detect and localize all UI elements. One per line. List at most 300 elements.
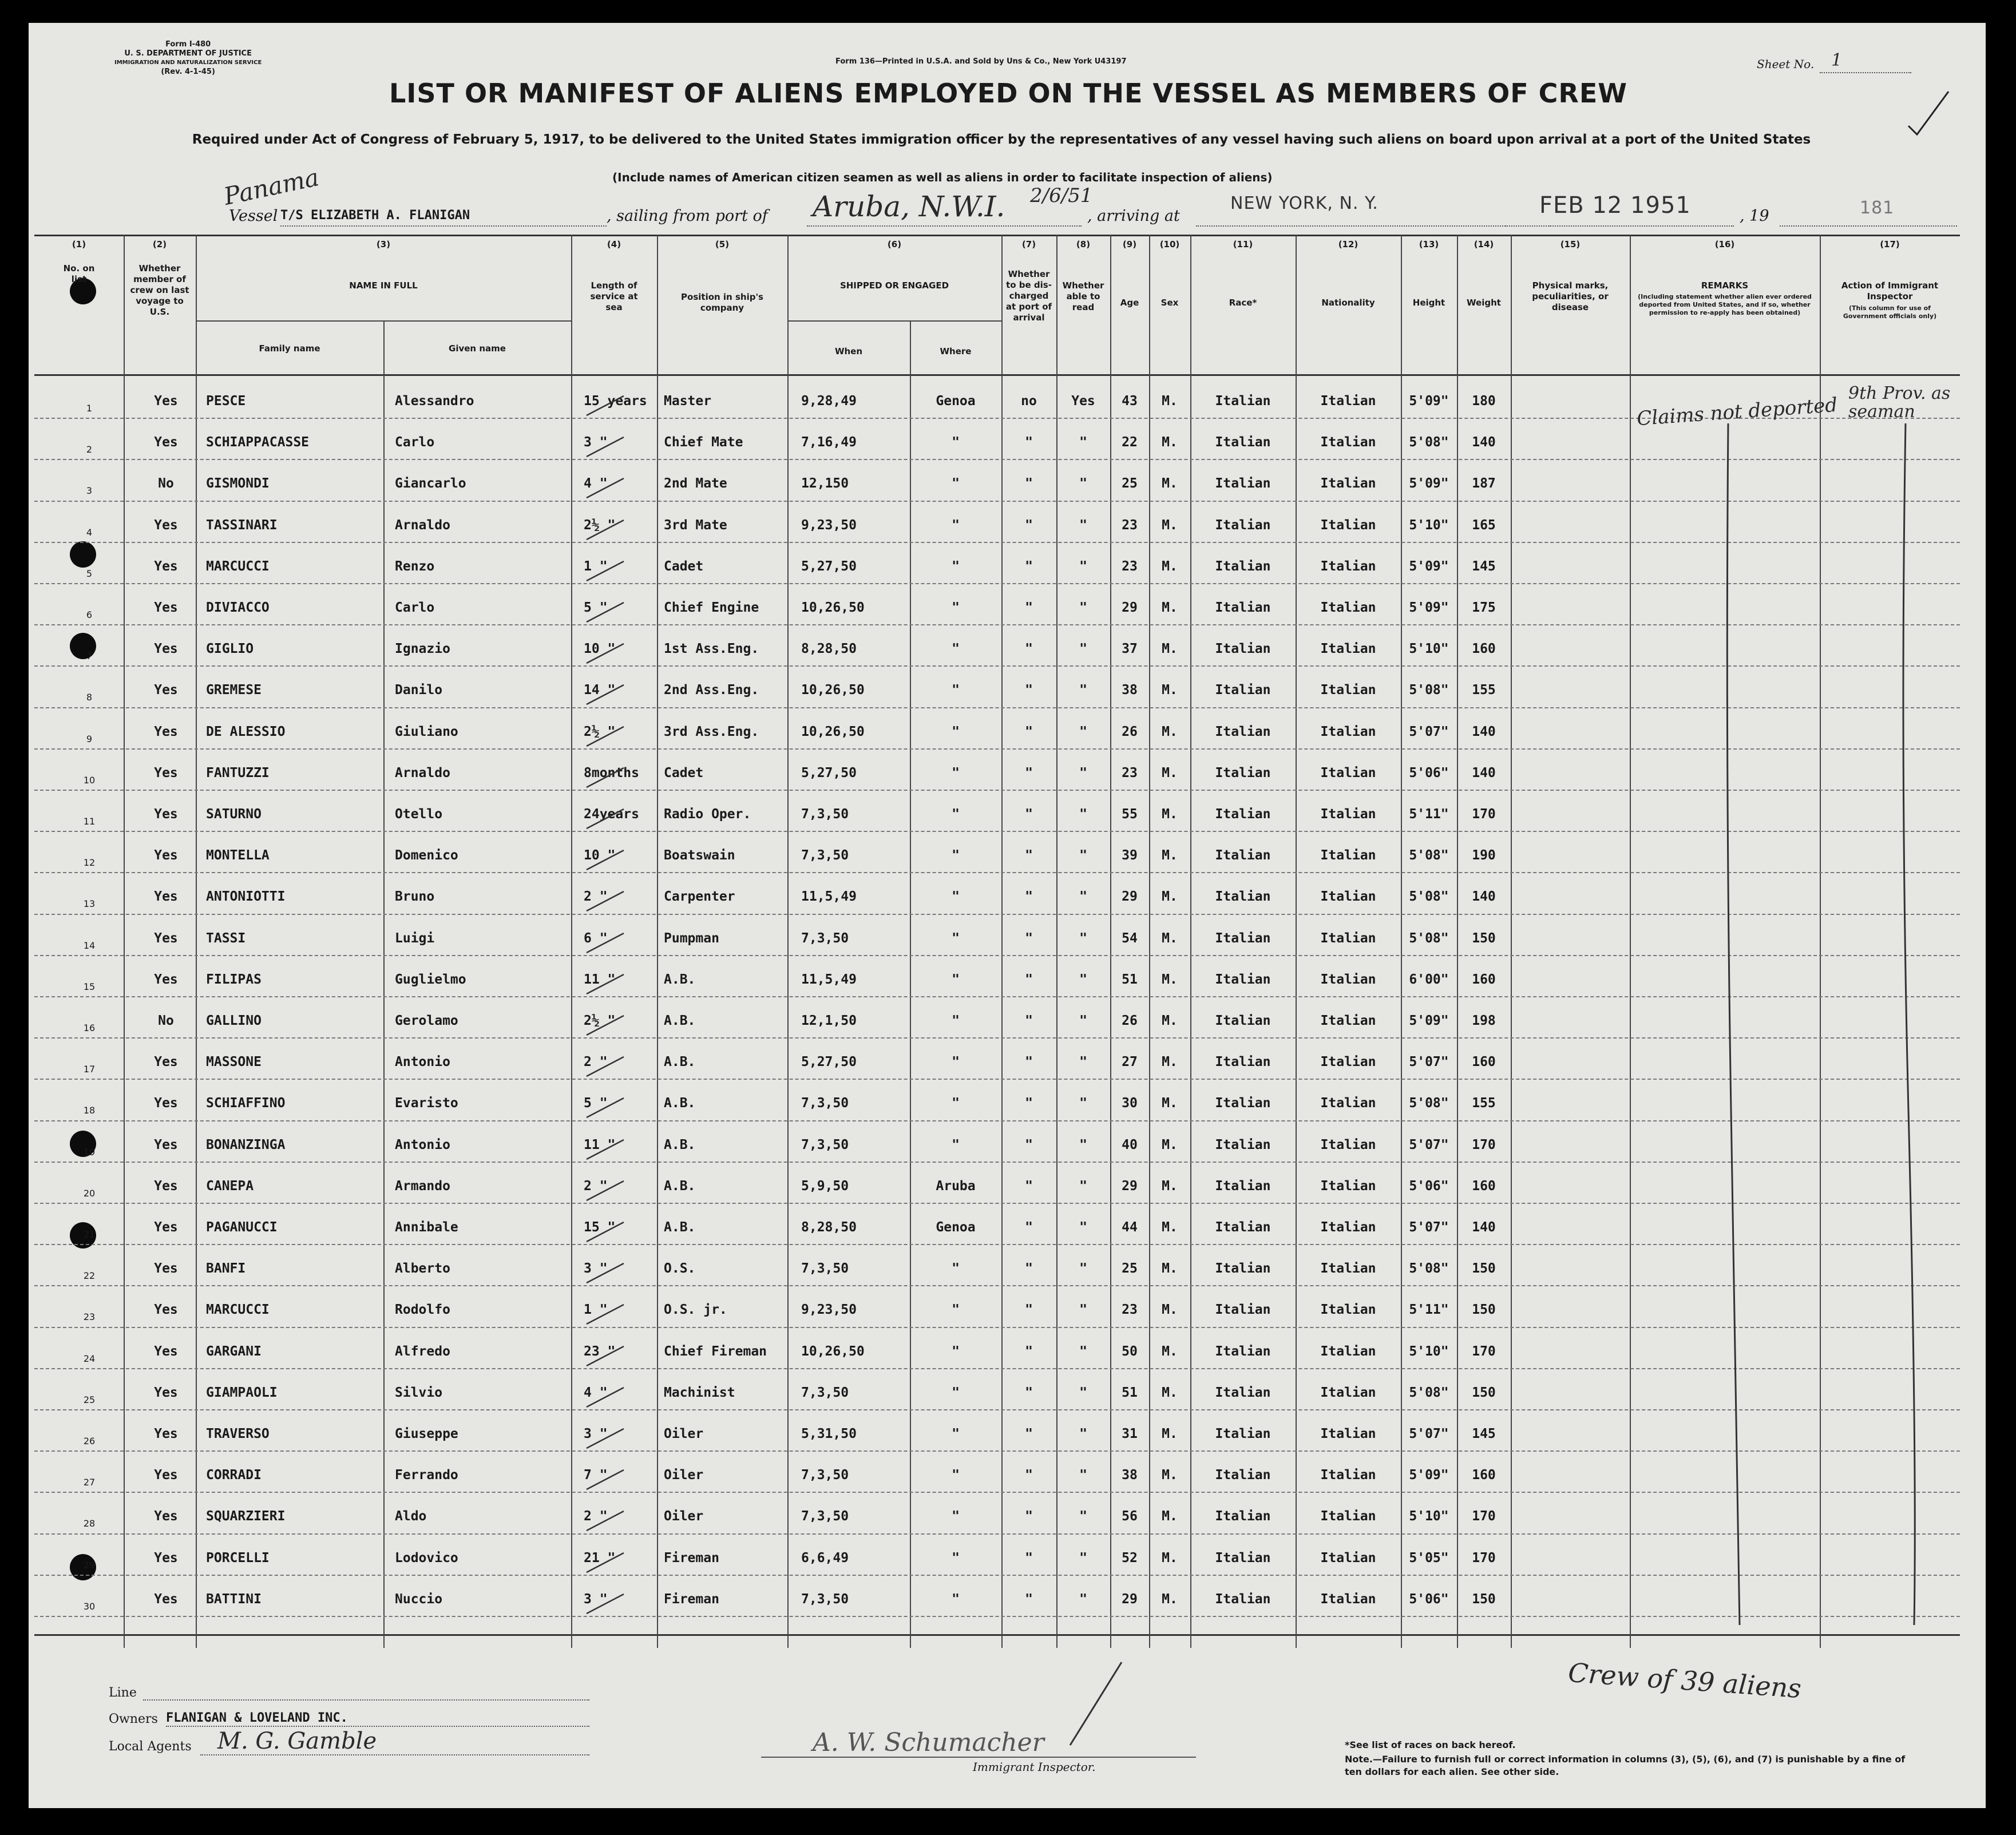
cell-position: Oiler — [664, 1426, 704, 1441]
cell-shipped-where: Genoa — [936, 1220, 976, 1235]
col-header-11: Race* — [1229, 298, 1257, 308]
tick-mark-icon — [584, 510, 647, 544]
cell-weight: 155 — [1472, 1096, 1496, 1111]
cell-shipped-when: 10,26,50 — [801, 600, 865, 615]
cell-position: 2nd Ass.Eng. — [664, 683, 759, 698]
cell-shipped-where: " — [952, 1385, 960, 1400]
cell-row-number: 20 — [83, 1187, 96, 1199]
cell-given-name: Carlo — [395, 600, 435, 615]
cell-sex: M. — [1162, 1509, 1178, 1524]
cell-sex: M. — [1162, 1426, 1178, 1441]
cell-nationality: Italian — [1320, 1302, 1376, 1318]
cell-service: 10 " — [584, 641, 616, 657]
cell-discharged: " — [1025, 1178, 1033, 1194]
cell-nationality: Italian — [1320, 1509, 1376, 1524]
cell-given-name: Bruno — [395, 889, 435, 905]
cell-race: Italian — [1215, 1426, 1271, 1441]
cell-shipped-when: 5,9,50 — [801, 1178, 849, 1194]
col-header-3: NAME IN FULL — [349, 280, 418, 291]
cell-shipped-when: 5,31,50 — [801, 1426, 857, 1441]
cell-position: Radio Oper. — [664, 807, 751, 822]
cell-given-name: Renzo — [395, 558, 435, 574]
col-num-14: (14) — [1474, 239, 1494, 249]
cell-able-read: " — [1079, 1591, 1087, 1607]
cell-given-name: Arnaldo — [395, 765, 450, 780]
cell-nationality: Italian — [1320, 724, 1376, 739]
cell-shipped-where: " — [952, 435, 960, 450]
col-num-16: (16) — [1714, 239, 1735, 249]
cell-race: Italian — [1215, 476, 1271, 492]
cell-race: Italian — [1215, 1509, 1271, 1524]
cell-service: 2½ " — [584, 724, 616, 739]
cell-nationality: Italian — [1320, 476, 1376, 492]
cell-given-name: Giancarlo — [395, 476, 466, 492]
cell-family-name: GREMESE — [206, 683, 262, 698]
col-header-6: SHIPPED OR ENGAGED — [839, 280, 949, 291]
cell-race: Italian — [1215, 435, 1271, 450]
cell-shipped-where: " — [952, 1591, 960, 1607]
cell-prev-voyage: Yes — [154, 683, 178, 698]
table-row — [34, 502, 1960, 543]
cell-able-read: " — [1079, 1261, 1087, 1277]
cell-age: 29 — [1122, 600, 1138, 615]
cell-family-name: CORRADI — [206, 1468, 262, 1483]
cell-given-name: Carlo — [395, 435, 435, 450]
cell-age: 23 — [1122, 765, 1138, 780]
cell-family-name: SQUARZIERI — [206, 1509, 286, 1524]
sailing-label: , sailing from port of — [607, 207, 768, 225]
cell-given-name: Ferrando — [395, 1468, 458, 1483]
cell-service: 3 " — [584, 1426, 608, 1441]
cell-height: 5'10" — [1409, 641, 1449, 657]
cell-discharged: " — [1025, 476, 1033, 492]
cell-position: Machinist — [664, 1385, 735, 1400]
cell-position: 3rd Mate — [664, 517, 727, 533]
cell-height: 5'06" — [1409, 1591, 1449, 1607]
footer-agents-value: M. G. Gamble — [217, 1728, 377, 1754]
cell-position: Oiler — [664, 1468, 704, 1483]
cell-nationality: Italian — [1320, 1261, 1376, 1277]
tick-mark-icon — [584, 1129, 647, 1164]
inspector-signature: A. W. Schumacher — [813, 1728, 1044, 1757]
cell-family-name: FANTUZZI — [206, 765, 270, 780]
cell-shipped-when: 8,28,50 — [801, 641, 857, 657]
cell-able-read: " — [1079, 600, 1087, 615]
tick-mark-icon — [584, 1336, 647, 1370]
cell-age: 43 — [1122, 394, 1138, 409]
cell-row-number: 29 — [83, 1559, 96, 1571]
table-row — [34, 708, 1960, 750]
cell-discharged: " — [1025, 848, 1033, 863]
cell-position: A.B. — [664, 1096, 696, 1111]
tick-mark-icon — [584, 1460, 647, 1494]
cell-height: 5'07" — [1409, 1137, 1449, 1152]
cell-family-name: DE ALESSIO — [206, 724, 286, 739]
tick-mark-icon — [584, 468, 647, 502]
cell-discharged: " — [1025, 1468, 1033, 1483]
cell-discharged: " — [1025, 889, 1033, 905]
cell-discharged: " — [1025, 1220, 1033, 1235]
cell-row-number: 1 — [86, 403, 93, 414]
action-handwritten: 9th Prov. as seaman — [1848, 383, 1951, 422]
cell-race: Italian — [1215, 1055, 1271, 1070]
cell-sex: M. — [1162, 1385, 1178, 1400]
table-row — [34, 1163, 1960, 1204]
cell-discharged: " — [1025, 1013, 1033, 1028]
cell-row-number: 17 — [83, 1064, 96, 1075]
cell-family-name: TRAVERSO — [206, 1426, 270, 1441]
cell-able-read: " — [1079, 435, 1087, 450]
col-header-13: Height — [1412, 298, 1445, 308]
cell-family-name: BANFI — [206, 1261, 246, 1277]
cell-able-read: " — [1079, 1220, 1087, 1235]
cell-height: 5'08" — [1409, 889, 1449, 905]
table-row — [34, 1535, 1960, 1576]
cell-weight: 155 — [1472, 683, 1496, 698]
cell-sex: M. — [1162, 889, 1178, 905]
cell-service: 2 " — [584, 1509, 608, 1524]
col-header-14: Weight — [1467, 298, 1501, 308]
cell-able-read: " — [1079, 1509, 1087, 1524]
cell-age: 31 — [1122, 1426, 1138, 1441]
cell-sex: M. — [1162, 1550, 1178, 1566]
col-num-9: (9) — [1122, 239, 1137, 249]
cell-nationality: Italian — [1320, 1220, 1376, 1235]
cell-discharged: " — [1025, 1591, 1033, 1607]
cell-height: 5'11" — [1409, 1302, 1449, 1318]
arrival-port: NEW YORK, N. Y. — [1230, 193, 1379, 213]
cell-sex: M. — [1162, 517, 1178, 533]
cell-sex: M. — [1162, 394, 1178, 409]
cell-nationality: Italian — [1320, 1468, 1376, 1483]
cell-weight: 187 — [1472, 476, 1496, 492]
cell-shipped-when: 7,3,50 — [801, 807, 849, 822]
tick-mark-icon — [584, 799, 647, 833]
cell-row-number: 28 — [83, 1518, 96, 1529]
col-header-8: Whether able to read — [1062, 280, 1104, 312]
cell-prev-voyage: Yes — [154, 765, 178, 780]
cell-family-name: TASSINARI — [206, 517, 278, 533]
cell-nationality: Italian — [1320, 435, 1376, 450]
table-row — [34, 625, 1960, 667]
cell-prev-voyage: Yes — [154, 1220, 178, 1235]
cell-height: 5'09" — [1409, 394, 1449, 409]
cell-family-name: BONANZINGA — [206, 1137, 286, 1152]
cell-nationality: Italian — [1320, 641, 1376, 657]
cell-position: A.B. — [664, 1013, 696, 1028]
cell-row-number: 14 — [83, 940, 96, 951]
cell-able-read: " — [1079, 724, 1087, 739]
cell-nationality: Italian — [1320, 1178, 1376, 1194]
cell-able-read: " — [1079, 558, 1087, 574]
cell-position: A.B. — [664, 1220, 696, 1235]
cell-age: 37 — [1122, 641, 1138, 657]
cell-position: 2nd Mate — [664, 476, 727, 492]
cell-shipped-where: " — [952, 517, 960, 533]
form-info — [114, 40, 262, 77]
cell-sex: M. — [1162, 1343, 1178, 1359]
cell-sex: M. — [1162, 807, 1178, 822]
cell-able-read: " — [1079, 972, 1087, 987]
cell-row-number: 25 — [83, 1394, 96, 1405]
tick-mark-icon — [584, 923, 647, 957]
cell-weight: 160 — [1472, 1055, 1496, 1070]
cell-service: 7 " — [584, 1468, 608, 1483]
tick-mark-icon — [584, 592, 647, 627]
tick-mark-icon — [584, 1253, 647, 1287]
cell-discharged: " — [1025, 683, 1033, 698]
cell-discharged: " — [1025, 807, 1033, 822]
cell-age: 22 — [1122, 435, 1138, 450]
table-row — [34, 667, 1960, 708]
col-header-when: When — [834, 346, 863, 356]
cell-age: 25 — [1122, 476, 1138, 492]
cell-age: 39 — [1122, 848, 1138, 863]
cell-sex: M. — [1162, 724, 1178, 739]
cell-position: Chief Mate — [664, 435, 743, 450]
cell-race: Italian — [1215, 1468, 1271, 1483]
cell-nationality: Italian — [1320, 889, 1376, 905]
cell-age: 51 — [1122, 972, 1138, 987]
cell-nationality: Italian — [1320, 1343, 1376, 1359]
tick-mark-icon — [584, 758, 647, 792]
cell-row-number: 26 — [83, 1436, 96, 1446]
cell-prev-voyage: Yes — [154, 600, 178, 615]
tick-mark-icon — [584, 386, 647, 420]
cell-given-name: Silvio — [395, 1385, 443, 1400]
cell-sex: M. — [1162, 1013, 1178, 1028]
cell-row-number: 27 — [83, 1477, 96, 1488]
crew-count-note: Crew of 39 aliens — [1567, 1656, 1803, 1705]
cell-sex: M. — [1162, 1468, 1178, 1483]
cell-height: 5'10" — [1409, 517, 1449, 533]
stamp-number: 181 — [1860, 198, 1895, 218]
cell-prev-voyage: Yes — [154, 641, 178, 657]
cell-shipped-when: 7,3,50 — [801, 848, 849, 863]
cell-nationality: Italian — [1320, 848, 1376, 863]
cell-family-name: DIVIACCO — [206, 600, 270, 615]
cell-sex: M. — [1162, 1137, 1178, 1152]
col-header-16-note: (Including statement whether alien ever ordered deported from United States, and if so, whether permission to re-apply has been obtained) — [1638, 293, 1812, 316]
col-header-5: Position in ship's company — [681, 292, 763, 313]
cell-prev-voyage: Yes — [154, 1509, 178, 1524]
cell-prev-voyage: Yes — [154, 1137, 178, 1152]
cell-given-name: Lodovico — [395, 1550, 458, 1566]
cell-row-number: 15 — [83, 981, 96, 992]
cell-given-name: Guglielmo — [395, 972, 466, 987]
cell-position: Cadet — [664, 765, 704, 780]
cell-shipped-where: " — [952, 1468, 960, 1483]
cell-given-name: Antonio — [395, 1137, 450, 1152]
cell-prev-voyage: Yes — [154, 1096, 178, 1111]
cell-race: Italian — [1215, 1178, 1271, 1194]
cell-age: 51 — [1122, 1385, 1138, 1400]
cell-row-number: 21 — [83, 1229, 96, 1240]
cell-service: 14 " — [584, 683, 616, 698]
cell-race: Italian — [1215, 683, 1271, 698]
page-subnote: (Include names of American citizen seamen as well as aliens in order to facilitate inspection of aliens) — [612, 171, 1273, 184]
cell-weight: 160 — [1472, 641, 1496, 657]
tick-mark-icon — [584, 1377, 647, 1412]
cell-weight: 150 — [1472, 1302, 1496, 1318]
tick-mark-icon — [584, 633, 647, 668]
cell-discharged: " — [1025, 1137, 1033, 1152]
cell-position: O.S. — [664, 1261, 696, 1277]
cell-nationality: Italian — [1320, 1591, 1376, 1607]
cell-prev-voyage: Yes — [154, 1302, 178, 1318]
cell-row-number: 5 — [86, 568, 93, 579]
cell-given-name: Otello — [395, 807, 443, 822]
cell-given-name: Nuccio — [395, 1591, 443, 1607]
col-num-10: (10) — [1159, 239, 1180, 249]
cell-race: Italian — [1215, 724, 1271, 739]
cell-shipped-when: 8,28,50 — [801, 1220, 857, 1235]
tick-mark-icon — [584, 551, 647, 585]
cell-able-read: " — [1079, 1096, 1087, 1111]
table-row — [34, 1410, 1960, 1452]
cell-row-number: 11 — [83, 816, 96, 827]
footer-owners-label: Owners — [109, 1712, 158, 1726]
cell-service: 11 " — [584, 972, 616, 987]
cell-height: 5'08" — [1409, 435, 1449, 450]
cell-shipped-when: 9,23,50 — [801, 1302, 857, 1318]
cell-nationality: Italian — [1320, 1426, 1376, 1441]
col-num-12: (12) — [1338, 239, 1358, 249]
cell-age: 50 — [1122, 1343, 1138, 1359]
cell-shipped-when: 7,3,50 — [801, 1591, 849, 1607]
col-header-7: Whether to be dis-charged at port of arrival — [1005, 269, 1052, 323]
table-row — [34, 1204, 1960, 1245]
cell-given-name: Domenico — [395, 848, 458, 863]
cell-able-read: " — [1079, 1385, 1087, 1400]
cell-row-number: 22 — [83, 1270, 96, 1282]
cell-given-name: Rodolfo — [395, 1302, 450, 1318]
cell-weight: 170 — [1472, 1343, 1496, 1359]
cell-weight: 175 — [1472, 600, 1496, 615]
cell-shipped-when: 10,26,50 — [801, 724, 865, 739]
cell-nationality: Italian — [1320, 765, 1376, 780]
cell-family-name: PESCE — [206, 394, 246, 409]
cell-nationality: Italian — [1320, 517, 1376, 533]
col-header-where: Where — [940, 346, 972, 356]
tick-mark-icon — [584, 964, 647, 998]
cell-discharged: no — [1021, 394, 1037, 409]
cell-shipped-where: " — [952, 683, 960, 698]
cell-height: 5'08" — [1409, 683, 1449, 698]
cell-race: Italian — [1215, 972, 1271, 987]
cell-height: 5'05" — [1409, 1550, 1449, 1566]
cell-able-read: " — [1079, 1468, 1087, 1483]
cell-age: 25 — [1122, 1261, 1138, 1277]
cell-discharged: " — [1025, 972, 1033, 987]
cell-shipped-where: " — [952, 1343, 960, 1359]
cell-given-name: Giuliano — [395, 724, 458, 739]
cell-service: 15 years — [584, 394, 647, 409]
table-row — [34, 1121, 1960, 1163]
cell-given-name: Alfredo — [395, 1343, 450, 1359]
table-row — [34, 1576, 1960, 1617]
col-header-17: Action of Immigrant Inspector — [1841, 280, 1939, 302]
cell-prev-voyage: Yes — [154, 1468, 178, 1483]
cell-weight: 140 — [1472, 889, 1496, 905]
tick-mark-icon — [584, 840, 647, 874]
cell-row-number: 2 — [86, 444, 93, 455]
arrival-date: FEB 12 1951 — [1539, 192, 1691, 219]
cell-service: 1 " — [584, 558, 608, 574]
table-row — [34, 956, 1960, 997]
cell-height: 5'07" — [1409, 724, 1449, 739]
cell-race: Italian — [1215, 394, 1271, 409]
cell-age: 38 — [1122, 1468, 1138, 1483]
tick-mark-icon — [584, 1212, 647, 1246]
cell-able-read: " — [1079, 765, 1087, 780]
cell-position: A.B. — [664, 1137, 696, 1152]
cell-service: 15 " — [584, 1220, 616, 1235]
cell-sex: M. — [1162, 765, 1178, 780]
cell-weight: 150 — [1472, 1385, 1496, 1400]
table-row — [34, 460, 1960, 501]
cell-prev-voyage: Yes — [154, 889, 178, 905]
cell-given-name: Antonio — [395, 1055, 450, 1070]
col-num-6: (6) — [887, 239, 902, 249]
col-num-8: (8) — [1076, 239, 1091, 249]
cell-shipped-when: 7,3,50 — [801, 930, 849, 946]
col-num-1: (1) — [72, 239, 86, 249]
cell-prev-voyage: Yes — [154, 1343, 178, 1359]
page-subtitle: Required under Act of Congress of February 5, 1917, to be delivered to the United States immigration officer by the representatives of any vessel having such aliens on board upon arrival at a port of the United States — [192, 132, 1811, 147]
cell-able-read: " — [1079, 930, 1087, 946]
cell-sex: M. — [1162, 683, 1178, 698]
cell-row-number: 4 — [86, 526, 93, 538]
cell-discharged: " — [1025, 1385, 1033, 1400]
cell-age: 29 — [1122, 1591, 1138, 1607]
cell-row-number: 13 — [83, 898, 96, 910]
cell-prev-voyage: No — [158, 476, 174, 492]
cell-age: 26 — [1122, 1013, 1138, 1028]
cell-race: Italian — [1215, 1343, 1271, 1359]
cell-age: 30 — [1122, 1096, 1138, 1111]
cell-height: 5'11" — [1409, 807, 1449, 822]
sailing-port: Aruba, N.W.I. — [813, 190, 1005, 223]
cell-shipped-when: 12,150 — [801, 476, 849, 492]
cell-able-read: " — [1079, 1055, 1087, 1070]
cell-shipped-where: " — [952, 1509, 960, 1524]
cell-nationality: Italian — [1320, 683, 1376, 698]
cell-able-read: " — [1079, 641, 1087, 657]
table-row — [34, 1286, 1960, 1327]
cell-family-name: PORCELLI — [206, 1550, 270, 1566]
cell-nationality: Italian — [1320, 1137, 1376, 1152]
col-num-11: (11) — [1233, 239, 1253, 249]
cell-shipped-when: 10,26,50 — [801, 683, 865, 698]
cell-weight: 190 — [1472, 848, 1496, 863]
cell-able-read: " — [1079, 848, 1087, 863]
cell-shipped-where: " — [952, 848, 960, 863]
inspector-pen-stroke-icon — [1059, 1659, 1127, 1751]
tick-mark-icon — [584, 1418, 647, 1453]
cell-family-name: MARCUCCI — [206, 1302, 270, 1318]
cell-race: Italian — [1215, 889, 1271, 905]
cell-prev-voyage: Yes — [154, 394, 178, 409]
tick-mark-icon — [584, 1088, 647, 1122]
tick-mark-icon — [584, 675, 647, 709]
cell-position: Chief Fireman — [664, 1343, 767, 1359]
cell-able-read: " — [1079, 1302, 1087, 1318]
sheet-number-value: 1 — [1831, 50, 1843, 70]
cell-service: 11 " — [584, 1137, 616, 1152]
cell-race: Italian — [1215, 1220, 1271, 1235]
table-row — [34, 750, 1960, 791]
